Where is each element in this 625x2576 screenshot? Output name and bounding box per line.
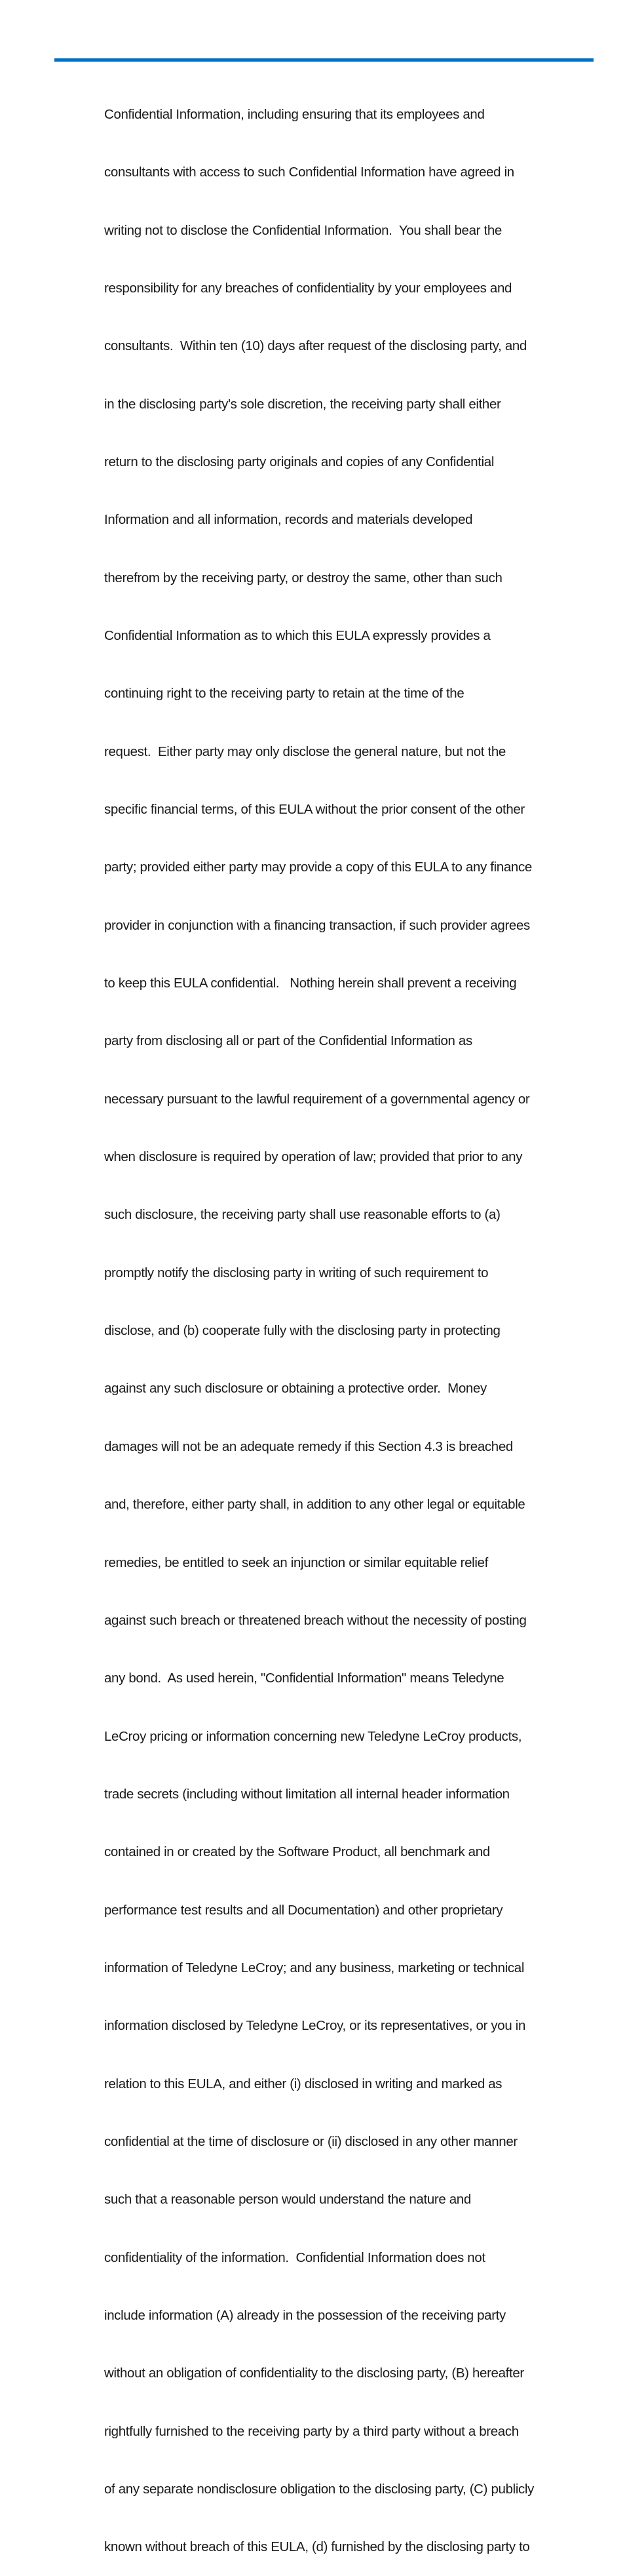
- body-line: such that a reasonable person would understand the nature and: [104, 2192, 471, 2208]
- body-line: specific financial terms, of this EULA without the prior consent of the other: [104, 802, 525, 818]
- body-line: confidential at the time of disclosure or (ii) disclosed in any other manner: [104, 2133, 518, 2149]
- body-line: party; provided either party may provide a copy of this EULA to any finance: [104, 860, 532, 875]
- body-line: therefrom by the receiving party, or destroy the same, other than such: [104, 570, 502, 585]
- body-line: necessary pursuant to the lawful requirement of a governmental agency or: [104, 1091, 530, 1107]
- body-line: against such breach or threatened breach without the necessity of posting: [104, 1612, 527, 1628]
- body-line: provider in conjunction with a financing transaction, if such provider agrees: [104, 917, 530, 933]
- body-line: Confidential Information as to which this EULA expressly provides a: [104, 628, 491, 643]
- body-line: responsibility for any breaches of confidentiality by your employees and: [104, 280, 512, 296]
- body-line: include information (A) already in the possession of the receiving party: [104, 2307, 506, 2323]
- body-line: of any separate nondisclosure obligation to the disclosing party, (C) publicly: [104, 2482, 535, 2497]
- body-line: rightfully furnished to the receiving party by a third party without a breach: [104, 2423, 519, 2439]
- body-line: known without breach of this EULA, (d) furnished by the disclosing party to: [104, 2539, 530, 2555]
- body-line: Information and all information, records and materials developed: [104, 512, 473, 528]
- body-line: Confidential Information, including ensuring that its employees and: [104, 106, 485, 122]
- body-line: contained in or created by the Software Product, all benchmark and: [104, 1844, 490, 1860]
- body-line: confidentiality of the information. Confidential Information does not: [104, 2249, 485, 2265]
- body-line: relation to this EULA, and either (i) disclosed in writing and marked as: [104, 2076, 502, 2091]
- document-body: [104, 66, 602, 2576]
- body-line: return to the disclosing party originals and copies of any Confidential: [104, 454, 495, 469]
- body-line: remedies, be entitled to seek an injunction or similar equitable relief: [104, 1555, 488, 1570]
- body-line: and, therefore, either party shall, in addition to any other legal or equitable: [104, 1497, 525, 1513]
- body-line: any bond. As used herein, "Confidential Information" means Teledyne: [104, 1671, 504, 1686]
- header-rule: [54, 58, 594, 62]
- body-line: against any such disclosure or obtaining a protective order. Money: [104, 1381, 487, 1397]
- body-line: damages will not be an adequate remedy if this Section 4.3 is breached: [104, 1438, 513, 1454]
- body-line: consultants. Within ten (10) days after request of the disclosing party, and: [104, 338, 527, 354]
- body-line: promptly notify the disclosing party in writing of such requirement to: [104, 1265, 489, 1280]
- body-line: writing not to disclose the Confidential Information. You shall bear the: [104, 222, 502, 238]
- body-line: request. Either party may only disclose the general nature, but not the: [104, 743, 506, 759]
- body-line: to keep this EULA confidential. Nothing herein shall prevent a receiving: [104, 976, 517, 991]
- body-line: without an obligation of confidentiality to the disclosing party, (B) hereafter: [104, 2366, 524, 2381]
- body-line: consultants with access to such Confidential Information have agreed in: [104, 165, 514, 180]
- body-line: trade secrets (including without limitation all internal header information: [104, 1786, 510, 1802]
- body-line: information disclosed by Teledyne LeCroy, or its representatives, or you in: [104, 2018, 525, 2034]
- body-line: party from disclosing all or part of the Confidential Information as: [104, 1033, 472, 1049]
- body-line: when disclosure is required by operation of law; provided that prior to any: [104, 1149, 523, 1165]
- body-line: such disclosure, the receiving party shall use reasonable efforts to (a): [104, 1207, 501, 1223]
- body-line: performance test results and all Documentation) and other proprietary: [104, 1902, 503, 1918]
- body-line: information of Teledyne LeCroy; and any business, marketing or technical: [104, 1960, 525, 1975]
- body-line: disclose, and (b) cooperate fully with the disclosing party in protecting: [104, 1323, 501, 1339]
- body-line: LeCroy pricing or information concerning new Teledyne LeCroy products,: [104, 1728, 522, 1744]
- body-line: in the disclosing party's sole discretion, the receiving party shall either: [104, 396, 501, 412]
- body-line: continuing right to the receiving party to retain at the time of the: [104, 686, 464, 702]
